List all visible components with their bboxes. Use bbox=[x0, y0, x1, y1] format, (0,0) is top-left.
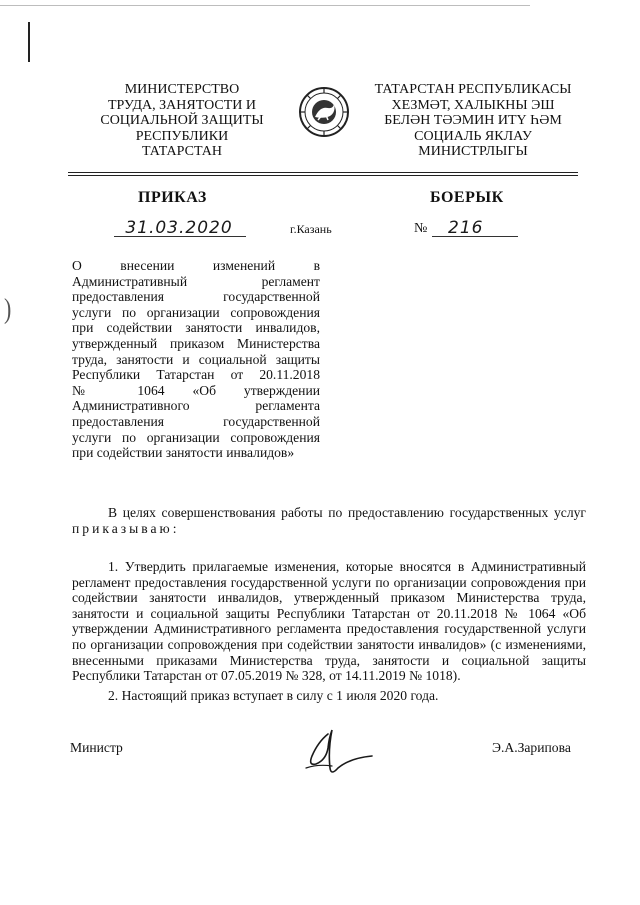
subject-line: О внесении изменений в bbox=[72, 258, 320, 273]
order-date: 31.03.2020 bbox=[125, 218, 233, 238]
margin-mark bbox=[28, 22, 30, 62]
header-left-line: ТАТАРСТАН bbox=[141, 144, 223, 159]
header-left-line: СОЦИАЛЬНОЙ ЗАЩИТЫ bbox=[100, 113, 264, 128]
subject-line: Республики Татарстан от 20.11.2018 bbox=[72, 367, 320, 383]
point-1-text: 1. Утвердить прилагаемые изменения, которые вносятся в Административный регламент предоставления государственной услуги по организации сопровождения при содействии занятости инвалидов, утвержденный приказом Министерства труда, занятости и социальной защиты Республики Татарстан от 20.11.2018 № 1064 «Об утверждении Административного регламента предоставления государственной услуги по организации сопровождения при содействии занятости инвалидов» (с изменениями, внесенными приказами Министерства труда, занятости и социальной защиты Республики Татарстан от 07.05.2019 № 328, от 14.11.2019 № 1018). bbox=[72, 559, 586, 684]
signatory-position: Министр bbox=[70, 740, 123, 755]
point-2-text: 2. Настоящий приказ вступает в силу с 1 июля 2020 года. bbox=[108, 688, 439, 703]
preamble-directive: приказываю: bbox=[72, 520, 180, 536]
preamble bbox=[72, 505, 586, 536]
date-underline bbox=[114, 236, 246, 237]
scan-top-edge bbox=[0, 5, 530, 6]
subject-line: труда, занятости и социальной защиты bbox=[72, 351, 320, 367]
signatory-name: Э.А.Зарипова bbox=[492, 740, 571, 755]
subject-line: при содействии занятости инвалидов» bbox=[72, 445, 295, 461]
subject-line: услуги по организации сопровождения bbox=[72, 429, 320, 445]
subject-line: Административный регламент bbox=[72, 273, 320, 289]
subject-line: предоставления государственной bbox=[72, 413, 320, 429]
order-number: 216 bbox=[448, 218, 484, 238]
tatarstan-emblem-icon bbox=[298, 86, 350, 138]
number-underline bbox=[432, 236, 518, 237]
subject-line: услуги по организации сопровождения bbox=[72, 304, 320, 320]
header-right-line: МИНИСТРЛЫГЫ bbox=[418, 144, 528, 159]
header-left-line: МИНИСТЕРСТВО bbox=[124, 82, 240, 97]
subject-line: при содействии занятости инвалидов, bbox=[72, 320, 320, 336]
order-point-1 bbox=[72, 559, 586, 684]
doc-title-tatar: БОЕРЫК bbox=[430, 189, 504, 206]
header-ministry-russian bbox=[88, 82, 276, 160]
number-sign: № bbox=[414, 221, 428, 236]
header-ministry-tatar bbox=[366, 82, 580, 160]
header-right-line: СОЦИАЛЬ ЯКЛАУ bbox=[414, 128, 532, 144]
city-label: г.Казань bbox=[290, 222, 332, 236]
subject-line: № 1064 «Об утверждении bbox=[72, 382, 320, 398]
handwritten-signature bbox=[298, 724, 378, 782]
subject-line: предоставления государственной bbox=[72, 289, 320, 305]
header-divider-top bbox=[68, 172, 578, 173]
order-point-2 bbox=[72, 688, 586, 704]
header-right-line: БЕЛӘН ТӘЭМИН ИТҮ ҺӘМ bbox=[384, 113, 562, 128]
subject-line: утвержденный приказом Министерства bbox=[72, 335, 320, 351]
header-right-line: ХЕЗМӘТ, ХАЛЫКНЫ ЭШ bbox=[391, 97, 555, 113]
punch-hole-mark: ) bbox=[4, 292, 12, 325]
header-right-line: ТАТАРСТАН РЕСПУБЛИКАСЫ bbox=[374, 82, 572, 97]
header-divider-bottom bbox=[68, 175, 578, 176]
doc-title-russian: ПРИКАЗ bbox=[138, 189, 207, 206]
header-left-line: ТРУДА, ЗАНЯТОСТИ И bbox=[108, 97, 256, 113]
header-left-line: РЕСПУБЛИКИ bbox=[135, 128, 229, 144]
order-subject bbox=[72, 258, 320, 461]
preamble-text: В целях совершенствования работы по предоставлению государственных услуг bbox=[108, 505, 586, 520]
subject-line: Административного регламента bbox=[72, 398, 320, 414]
